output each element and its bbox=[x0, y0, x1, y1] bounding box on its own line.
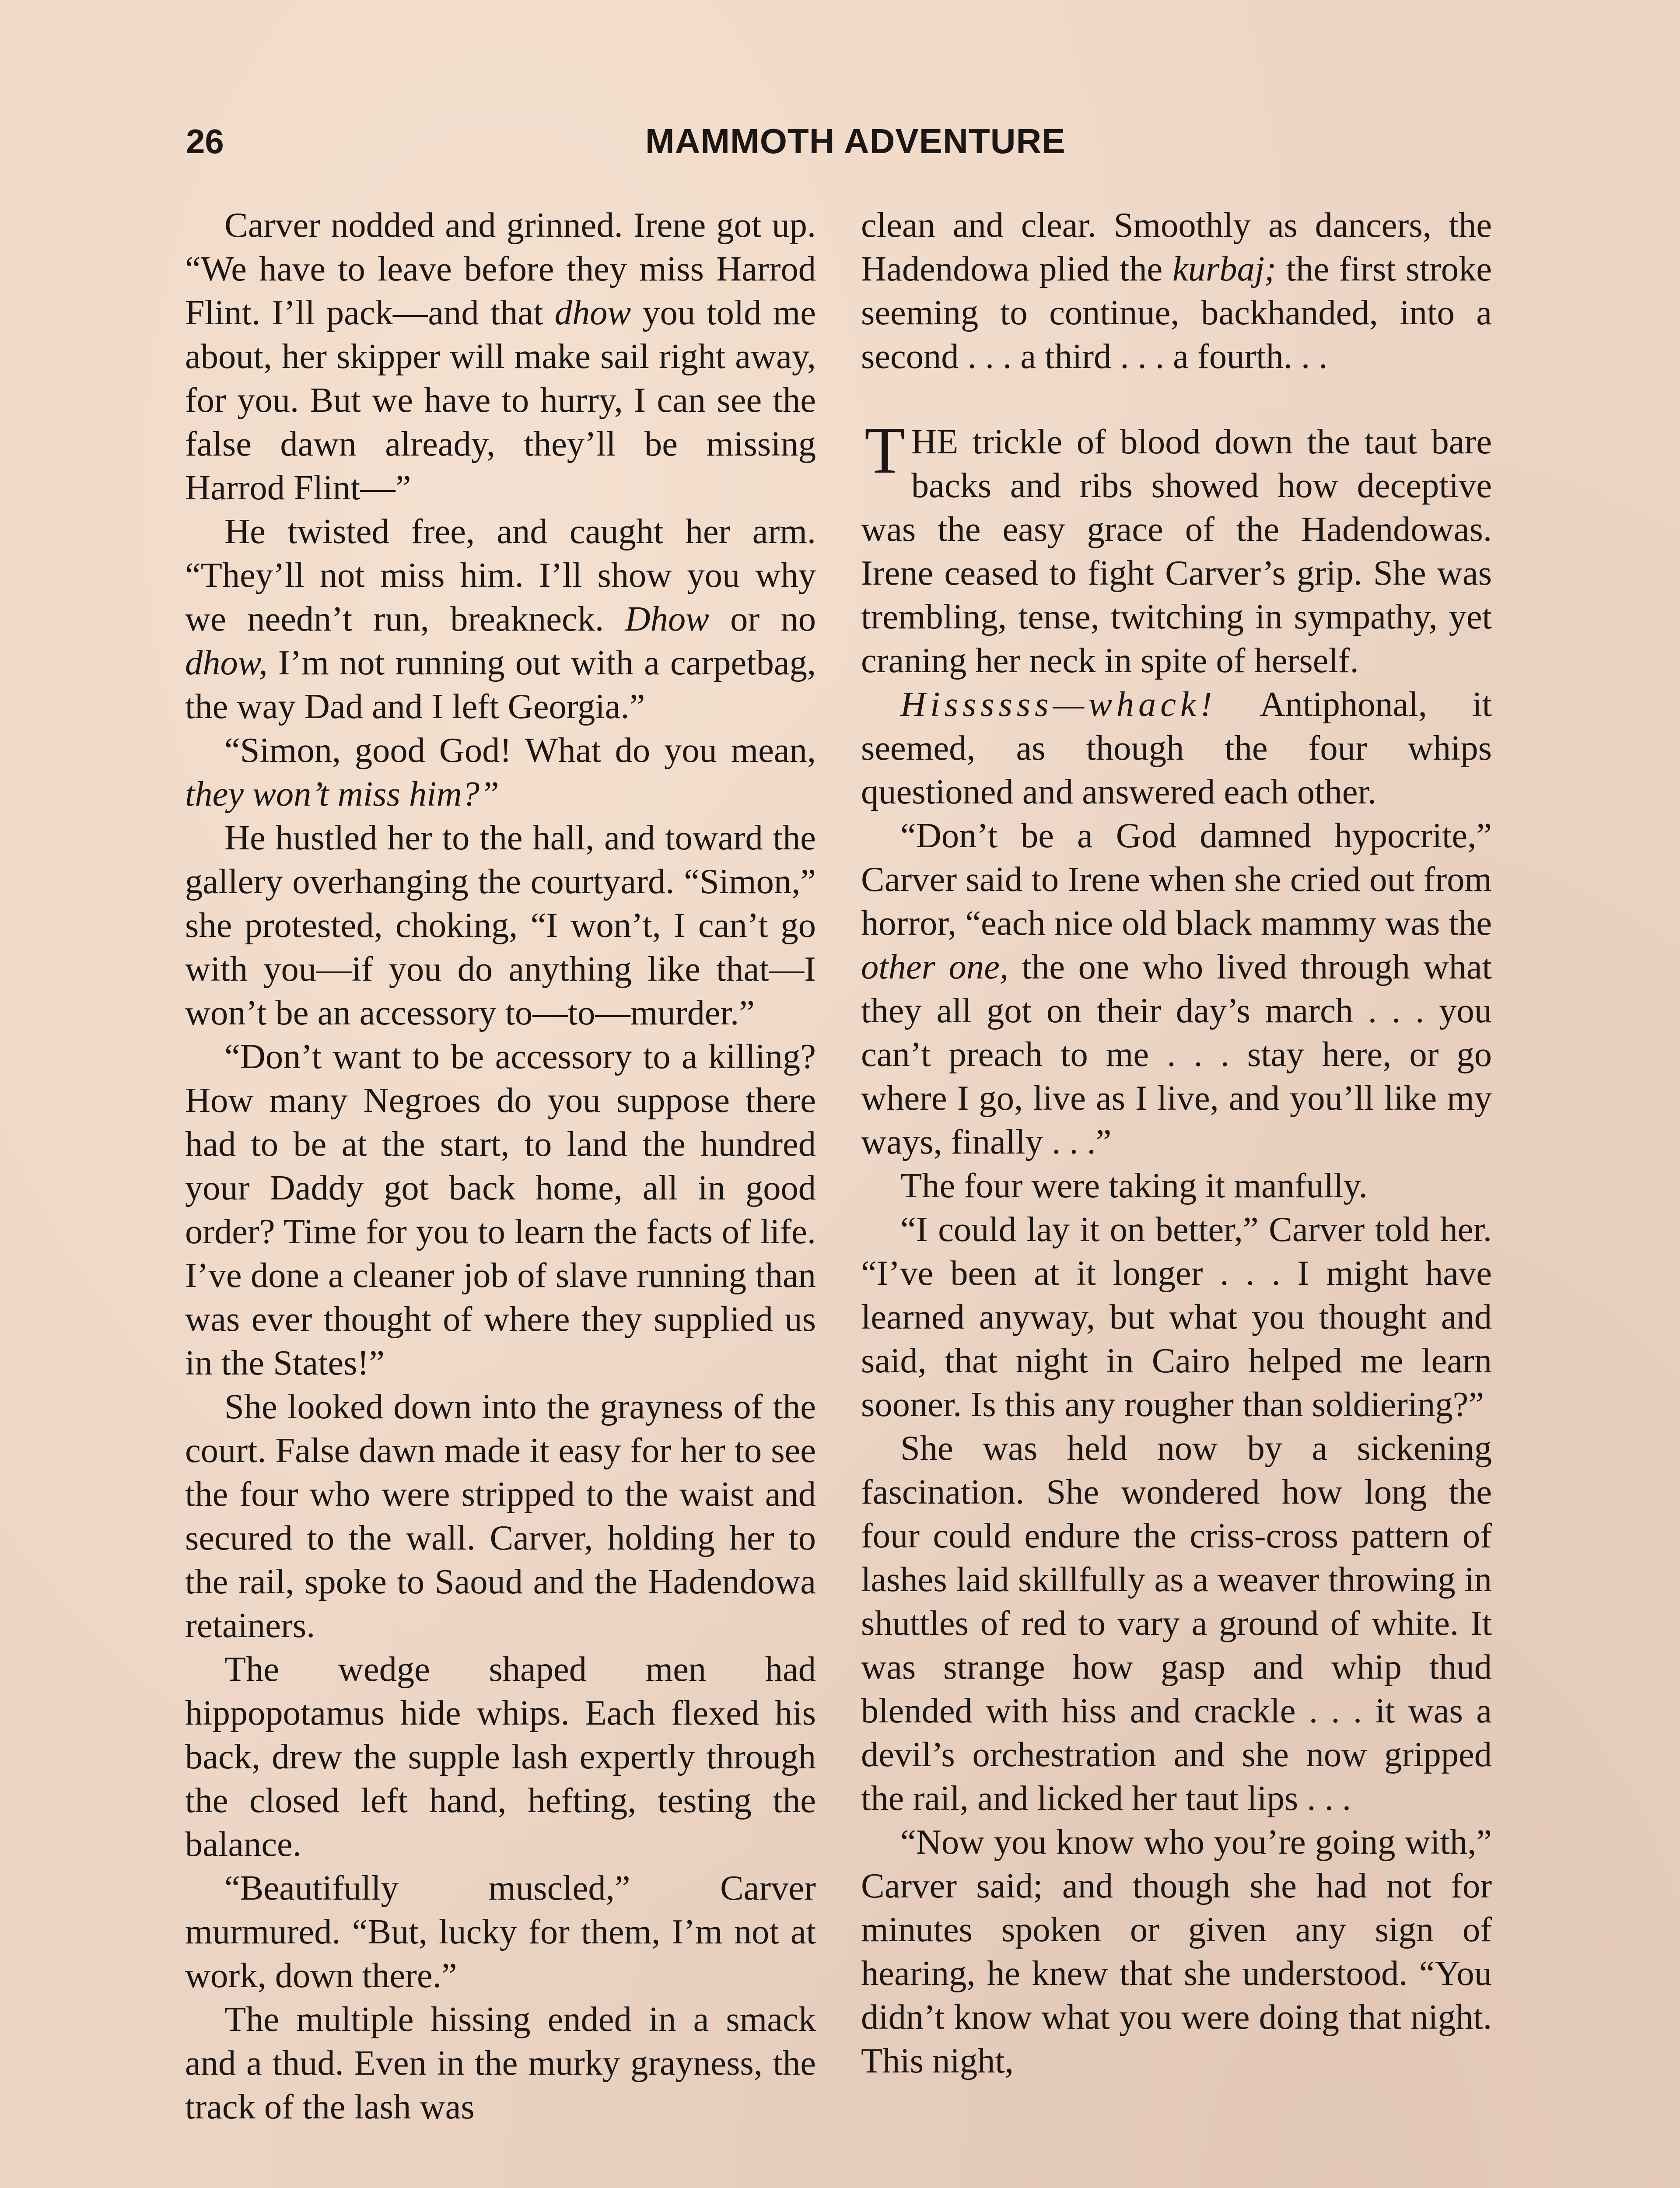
paragraph: He twisted free, and caught her arm. “They’ll not miss him. I’ll show you why we needn’t run, breakneck. Dhow or no dhow, I’m not running out with a carpetbag, the way Dad and I left Georgia.” bbox=[185, 512, 816, 726]
paragraph: Hissssss—whack! Antiphonal, it seemed, as though the four whips questioned and answered each other. bbox=[861, 685, 1492, 811]
drop-cap: T bbox=[864, 414, 905, 487]
paragraph: “I could lay it on better,” Carver told her. “I’ve been at it longer . . . I might have learned anyway, but what you thought and said, that night in Cairo helped me learn sooner. Is this any rougher than soldiering?” bbox=[861, 1210, 1492, 1424]
left-column bbox=[185, 203, 816, 2129]
paragraph: The wedge shaped men had hippopotamus hide whips. Each flexed his back, drew the supple lash expertly through the closed left hand, hefting, testing the balance. bbox=[185, 1650, 816, 1864]
page-number: 26 bbox=[186, 122, 224, 161]
paragraph: “Don’t want to be accessory to a killing? How many Negroes do you suppose there had to be at the start, to land the hundred your Daddy got back home, all in good order? Time for you to learn the facts of life. I’ve done a cleaner job of slave running than was ever thought of where they supplied us in the States!” bbox=[185, 1037, 816, 1382]
running-head: MAMMOTH ADVENTURE bbox=[645, 122, 1066, 161]
paragraph: She looked down into the grayness of the court. False dawn made it easy for her to see the four who were stripped to the waist and secured to the wall. Carver, holding her to the rail, spoke to Saoud and the Hadendowa retainers. bbox=[185, 1387, 816, 1645]
paragraph: clean and clear. Smoothly as dancers, the Hadendowa plied the kurbaj; the first stroke seeming to continue, backhanded, into a second . . . a third . . . a fourth. . . bbox=[861, 206, 1492, 376]
paragraph: The multiple hissing ended in a smack and a thud. Even in the murky grayness, the track of the lash was bbox=[185, 2000, 816, 2126]
paragraph: She was held now by a sickening fascination. She wondered how long the four could endure the criss-cross pattern of lashes laid skillfully as a weaver throwing in shuttles of red to vary a ground of white. It was strange how gasp and whip thud blended with hiss and crackle . . . it was a devil’s orchestration and she now gripped the rail, and licked her taut lips . . . bbox=[861, 1429, 1492, 1818]
paragraph: “Now you know who you’re going with,” Carver said; and though she had not for minutes spoken or given any sign of hearing, he knew that she understood. “You didn’t know what you were doing that night. This night, bbox=[861, 1823, 1492, 2080]
paragraph: “Simon, good God! What do you mean, they won’t miss him?” bbox=[185, 731, 816, 813]
paragraph: The four were taking it manfully. bbox=[900, 1166, 1368, 1205]
page-header bbox=[186, 117, 1498, 165]
paragraph: “Don’t be a God damned hypocrite,” Carver said to Irene when she cried out from horror, “each nice old black mammy was the other one, the one who lived through what they all got on their day’s march . . . you can’t preach to me . . . stay here, or go where I go, live as I live, and you’ll like my ways, finally . . .” bbox=[861, 816, 1492, 1161]
paragraph: Carver nodded and grinned. Irene got up. “We have to leave before they miss Harrod Flint. I’ll pack—and that dhow you told me about, her skipper will make sail right away, for you. But we have to hurry, I can see the false dawn already, they’ll be missing Harrod Flint—” bbox=[185, 206, 816, 507]
paragraph: “Beautifully muscled,” Carver murmured. “But, lucky for them, I’m not at work, down there.” bbox=[185, 1869, 816, 1995]
paragraph: He hustled her to the hall, and toward the gallery overhanging the courtyard. “Simon,” she protested, choking, “I won’t, I can’t go with you—if you do anything like that—I won’t be an accessory to—to—murder.” bbox=[185, 818, 816, 1032]
paragraph-drop-cap: THE trickle of blood down the taut bare backs and ribs showed how deceptive was the easy grace of the Hadendowas. Irene ceased to fight Carver’s grip. She was trembling, tense, twitching in sympathy, yet craning her neck in spite of herself. bbox=[861, 414, 1492, 680]
right-column bbox=[861, 203, 1492, 2083]
